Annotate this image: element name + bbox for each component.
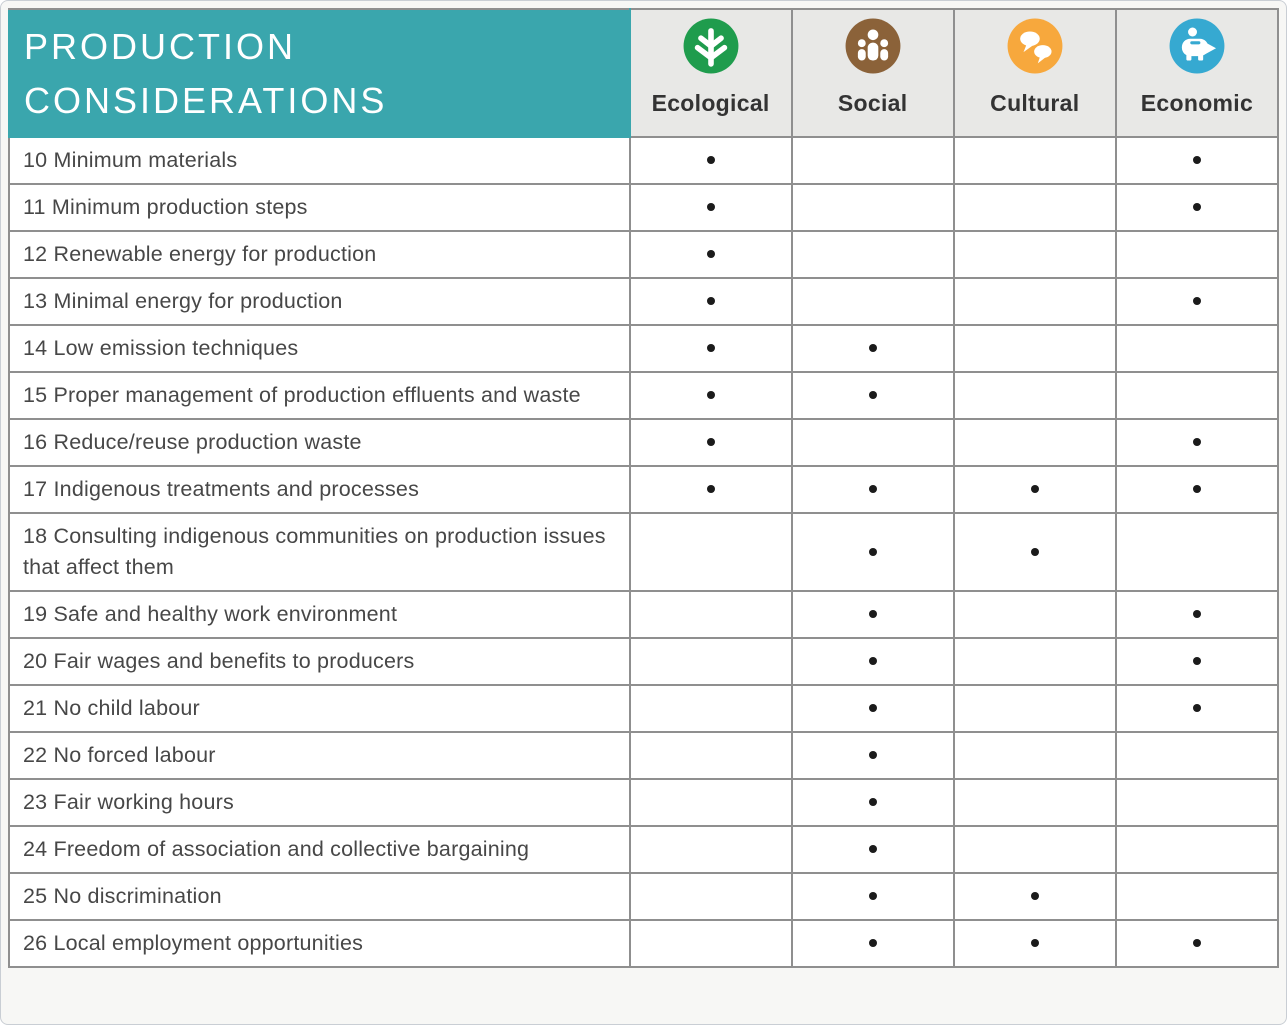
matrix-cell-social <box>792 372 954 419</box>
dot-marker <box>869 845 877 853</box>
table-row <box>9 278 1278 325</box>
matrix-cell-economic <box>1116 685 1278 732</box>
dot-marker <box>869 485 877 493</box>
matrix-cell-cultural <box>954 685 1116 732</box>
table-row <box>9 685 1278 732</box>
considerations-table-body <box>9 137 1278 967</box>
column-label-ecological: Ecological <box>651 90 770 116</box>
matrix-cell-social <box>792 920 954 967</box>
matrix-cell-economic <box>1116 231 1278 278</box>
row-label: 24 Freedom of association and collective bargaining <box>9 826 630 873</box>
dot-marker <box>1193 297 1201 305</box>
table-row <box>9 591 1278 638</box>
matrix-cell-cultural <box>954 278 1116 325</box>
people-group-icon <box>845 18 901 74</box>
row-label: 25 No discrimination <box>9 873 630 920</box>
matrix-cell-ecological <box>630 873 792 920</box>
matrix-cell-economic <box>1116 779 1278 826</box>
production-considerations-table <box>8 8 1279 968</box>
table-row <box>9 419 1278 466</box>
dot-marker <box>707 203 715 211</box>
matrix-cell-cultural <box>954 419 1116 466</box>
matrix-cell-ecological <box>630 419 792 466</box>
dot-marker <box>707 391 715 399</box>
row-label: 16 Reduce/reuse production waste <box>9 419 630 466</box>
matrix-cell-ecological <box>630 779 792 826</box>
matrix-cell-cultural <box>954 732 1116 779</box>
dot-marker <box>1193 657 1201 665</box>
dot-marker <box>707 485 715 493</box>
dot-marker <box>707 297 715 305</box>
column-header-cultural <box>954 9 1116 137</box>
matrix-cell-social <box>792 137 954 184</box>
table-row <box>9 184 1278 231</box>
matrix-cell-economic <box>1116 513 1278 591</box>
matrix-cell-ecological <box>630 137 792 184</box>
matrix-cell-economic <box>1116 419 1278 466</box>
dot-marker <box>1031 939 1039 947</box>
dot-marker <box>1193 485 1201 493</box>
row-label: 13 Minimal energy for production <box>9 278 630 325</box>
matrix-cell-cultural <box>954 873 1116 920</box>
matrix-cell-economic <box>1116 372 1278 419</box>
matrix-cell-ecological <box>630 184 792 231</box>
dot-marker <box>869 391 877 399</box>
row-label: 26 Local employment opportunities <box>9 920 630 967</box>
matrix-cell-social <box>792 685 954 732</box>
matrix-cell-ecological <box>630 372 792 419</box>
matrix-cell-social <box>792 732 954 779</box>
dot-marker <box>869 751 877 759</box>
dot-marker <box>869 610 877 618</box>
dot-marker <box>1193 438 1201 446</box>
matrix-cell-cultural <box>954 779 1116 826</box>
table-title <box>9 9 630 137</box>
matrix-cell-ecological <box>630 466 792 513</box>
matrix-cell-social <box>792 466 954 513</box>
matrix-cell-economic <box>1116 184 1278 231</box>
row-label: 22 No forced labour <box>9 732 630 779</box>
row-label: 10 Minimum materials <box>9 137 630 184</box>
matrix-cell-economic <box>1116 325 1278 372</box>
table-row <box>9 137 1278 184</box>
matrix-cell-economic <box>1116 591 1278 638</box>
matrix-cell-ecological <box>630 591 792 638</box>
table-header-row <box>9 9 1278 137</box>
matrix-cell-ecological <box>630 826 792 873</box>
dot-marker <box>1193 156 1201 164</box>
matrix-cell-social <box>792 513 954 591</box>
matrix-cell-social <box>792 591 954 638</box>
matrix-cell-cultural <box>954 591 1116 638</box>
matrix-cell-social <box>792 826 954 873</box>
table-row <box>9 732 1278 779</box>
matrix-cell-economic <box>1116 278 1278 325</box>
matrix-cell-ecological <box>630 278 792 325</box>
matrix-cell-cultural <box>954 231 1116 278</box>
row-label: 17 Indigenous treatments and processes <box>9 466 630 513</box>
matrix-cell-social <box>792 278 954 325</box>
dot-marker <box>707 250 715 258</box>
column-label-economic: Economic <box>1140 90 1254 116</box>
row-label: 20 Fair wages and benefits to producers <box>9 638 630 685</box>
dot-marker <box>1193 939 1201 947</box>
matrix-cell-social <box>792 638 954 685</box>
matrix-cell-economic <box>1116 732 1278 779</box>
table-row <box>9 372 1278 419</box>
row-label: 21 No child labour <box>9 685 630 732</box>
matrix-cell-ecological <box>630 231 792 278</box>
dot-marker <box>707 438 715 446</box>
table-row <box>9 513 1278 591</box>
dot-marker <box>707 344 715 352</box>
row-label: 18 Consulting indigenous communities on production issues that affect them <box>9 513 630 591</box>
column-label-cultural: Cultural <box>990 90 1080 116</box>
table-row <box>9 920 1278 967</box>
row-label: 15 Proper management of production effluents and waste <box>9 372 630 419</box>
dot-marker <box>869 892 877 900</box>
table-row <box>9 826 1278 873</box>
matrix-cell-economic <box>1116 638 1278 685</box>
matrix-cell-cultural <box>954 920 1116 967</box>
matrix-cell-cultural <box>954 826 1116 873</box>
dot-marker <box>869 798 877 806</box>
table-row <box>9 638 1278 685</box>
row-label: 11 Minimum production steps <box>9 184 630 231</box>
table-row <box>9 325 1278 372</box>
matrix-cell-social <box>792 231 954 278</box>
matrix-cell-cultural <box>954 137 1116 184</box>
dot-marker <box>1193 704 1201 712</box>
title-line-2: CONSIDERATIONS <box>24 80 388 121</box>
dot-marker <box>707 156 715 164</box>
matrix-cell-cultural <box>954 184 1116 231</box>
matrix-cell-ecological <box>630 513 792 591</box>
dot-marker <box>869 344 877 352</box>
matrix-cell-ecological <box>630 638 792 685</box>
row-label: 19 Safe and healthy work environment <box>9 591 630 638</box>
dot-marker <box>1193 203 1201 211</box>
matrix-cell-social <box>792 184 954 231</box>
matrix-cell-cultural <box>954 325 1116 372</box>
dot-marker <box>1031 485 1039 493</box>
matrix-cell-economic <box>1116 826 1278 873</box>
table-row <box>9 873 1278 920</box>
matrix-cell-social <box>792 419 954 466</box>
matrix-cell-cultural <box>954 372 1116 419</box>
dot-marker <box>1031 548 1039 556</box>
row-label: 23 Fair working hours <box>9 779 630 826</box>
dot-marker <box>1193 610 1201 618</box>
leaf-branch-icon <box>683 18 739 74</box>
row-label: 12 Renewable energy for production <box>9 231 630 278</box>
matrix-cell-social <box>792 779 954 826</box>
row-label: 14 Low emission techniques <box>9 325 630 372</box>
speech-bubbles-icon <box>1007 18 1063 74</box>
matrix-cell-economic <box>1116 873 1278 920</box>
matrix-cell-cultural <box>954 513 1116 591</box>
dot-marker <box>869 704 877 712</box>
column-label-social: Social <box>837 90 908 116</box>
dot-marker <box>869 939 877 947</box>
matrix-cell-ecological <box>630 685 792 732</box>
matrix-cell-ecological <box>630 732 792 779</box>
column-header-social <box>792 9 954 137</box>
dot-marker <box>869 657 877 665</box>
dot-marker <box>869 548 877 556</box>
column-header-ecological <box>630 9 792 137</box>
matrix-cell-economic <box>1116 137 1278 184</box>
dot-marker <box>1031 892 1039 900</box>
matrix-cell-social <box>792 873 954 920</box>
matrix-cell-cultural <box>954 638 1116 685</box>
table-row <box>9 466 1278 513</box>
table-row <box>9 779 1278 826</box>
piggy-bank-icon <box>1169 18 1225 74</box>
matrix-cell-economic <box>1116 466 1278 513</box>
matrix-cell-ecological <box>630 920 792 967</box>
column-header-economic <box>1116 9 1278 137</box>
title-line-1: PRODUCTION <box>24 26 296 67</box>
matrix-cell-cultural <box>954 466 1116 513</box>
matrix-cell-ecological <box>630 325 792 372</box>
matrix-cell-social <box>792 325 954 372</box>
table-row <box>9 231 1278 278</box>
matrix-cell-economic <box>1116 920 1278 967</box>
